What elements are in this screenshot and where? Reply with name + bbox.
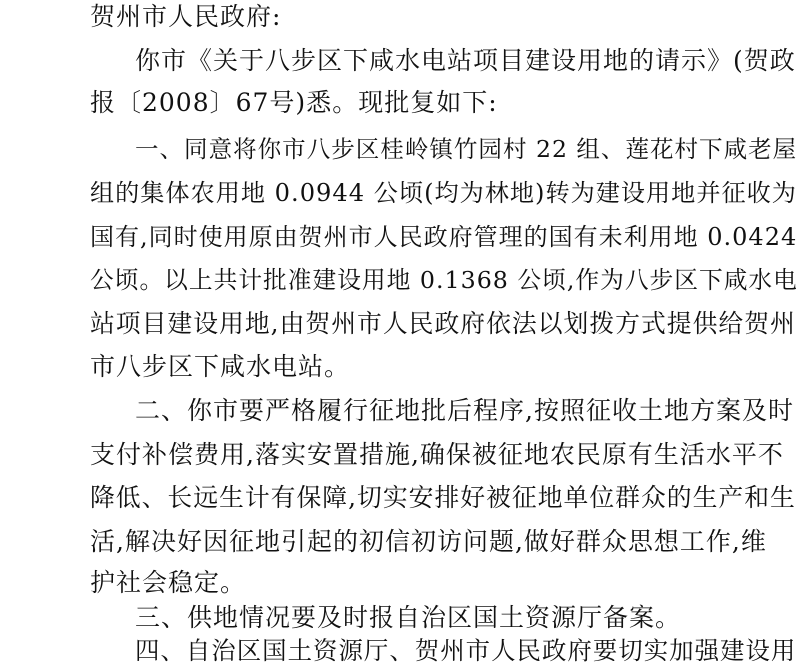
text-line-intro: 你市《关于八步区下咸水电站项目建设用地的请示》(贺政 xyxy=(135,46,796,75)
paragraph-2-line-1: 二、你市要严格履行征地批后程序,按照征收土地方案及时 xyxy=(135,396,794,425)
addressee-line: 贺州市人民政府: xyxy=(90,2,282,31)
paragraph-2-line-4: 活,解决好因征地引起的初信初访问题,做好群众思想工作,维 xyxy=(90,527,767,556)
paragraph-1-line-5: 站项目建设用地,由贺州市人民政府依法以划拨方式提供给贺州 xyxy=(90,309,796,338)
text-line-reference: 报〔2008〕67号)悉。现批复如下: xyxy=(90,88,498,117)
paragraph-2-line-5: 护社会稳定。 xyxy=(90,568,247,597)
paragraph-3-line-1: 三、供地情况要及时报自治区国土资源厅备案。 xyxy=(135,603,682,632)
paragraph-1-line-6: 市八步区下咸水电站。 xyxy=(90,352,351,381)
paragraph-1-line-3: 国有,同时使用原由贺州市人民政府管理的国有未利用地 0.0424 xyxy=(90,223,798,251)
paragraph-2-line-3: 降低、长远生计有保障,切实安排好被征地单位群众的生产和生 xyxy=(90,483,796,512)
paragraph-1-line-1: 一、同意将你市八步区桂岭镇竹园村 22 组、莲花村下咸老屋 xyxy=(135,135,798,163)
paragraph-4-line-1: 四、自治区国土资源厅、贺州市人民政府要切实加强建设用 xyxy=(135,636,797,665)
paragraph-2-line-2: 支付补偿费用,落实安置措施,确保被征地农民原有生活水平不 xyxy=(90,440,784,469)
paragraph-1-line-2: 组的集体农用地 0.0944 公顷(均为林地)转为建设用地并征收为 xyxy=(90,179,797,207)
paragraph-1-line-4: 公顷。以上共计批准建设用地 0.1368 公顷,作为八步区下咸水电 xyxy=(90,266,798,294)
